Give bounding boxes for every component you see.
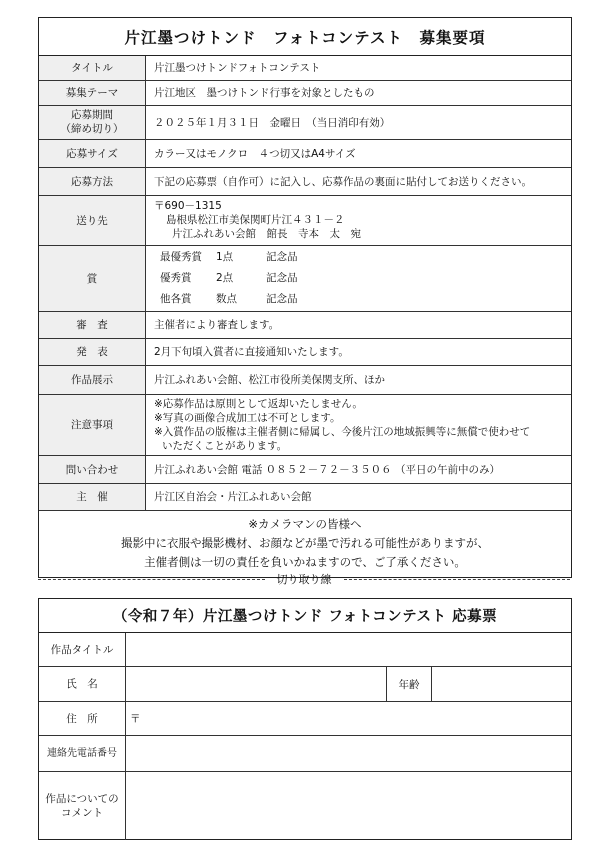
prize-reward: 記念品 — [266, 292, 298, 305]
prize-reward: 記念品 — [266, 271, 298, 284]
label-judging: 審 査 — [39, 311, 146, 338]
value-prizes — [146, 245, 572, 311]
prize-count: 2点 — [216, 271, 234, 284]
row-theme — [39, 80, 571, 105]
value-exhibition: 片江ふれあい会館、松江市役所美保関支所、ほか — [146, 365, 572, 394]
label-announcement: 発 表 — [39, 338, 146, 365]
address-line: 島根県松江市美保関町片江４３１－２ — [166, 214, 345, 226]
notice-line: 主催者側は一切の責任を負いかねますので、ご了承ください。 — [144, 554, 466, 569]
notice-heading: ※カメラマンの皆様へ — [248, 516, 362, 531]
row-prizes — [39, 245, 571, 311]
phone-label: 連絡先電話番号 — [39, 736, 126, 771]
work-title-field[interactable] — [126, 633, 571, 666]
label-method: 応募方法 — [39, 167, 146, 195]
age-label: 年齢 — [386, 667, 432, 701]
address-field[interactable] — [126, 702, 571, 735]
value-announcement: 2月下旬頃入賞者に直接通知いたします。 — [146, 338, 572, 365]
label-period-line2: （締め切り） — [60, 123, 124, 135]
value-title: 片江墨つけトンドフォトコンテスト — [146, 56, 572, 80]
name-field[interactable] — [126, 667, 386, 701]
note-line: ※入賞作品の版権は主催者側に帰属し、今後片江の地域振興等に無償で使わせて — [154, 425, 531, 438]
value-method: 下記の応募票（自作可）に記入し、応募作品の裏面に貼付してお送りください。 — [146, 167, 572, 195]
form-row-phone — [39, 736, 571, 772]
notice-line: 撮影中に衣服や撮影機材、お顔などが墨で汚れる可能性がありますが、 — [121, 535, 489, 550]
work-title-label: 作品タイトル — [39, 633, 126, 666]
row-notes — [39, 394, 571, 455]
row-announcement — [39, 338, 571, 365]
address-label: 住 所 — [39, 702, 126, 735]
guidelines-table — [39, 56, 571, 511]
prize-line — [160, 268, 563, 289]
entry-form-title: （令和７年）片江墨つけトンド フォトコンテスト 応募票 — [39, 599, 571, 633]
row-judging — [39, 311, 571, 338]
value-judging: 主催者により審査します。 — [146, 311, 572, 338]
form-row-comment — [39, 772, 571, 840]
cut-line-label: 切り取り線 — [276, 573, 332, 586]
row-method — [39, 167, 571, 195]
postal-code: 〒690－1315 — [154, 200, 222, 212]
row-period — [39, 105, 571, 139]
row-exhibition — [39, 365, 571, 394]
photographer-notice — [39, 511, 571, 577]
prize-count: 1点 — [216, 250, 234, 263]
prize-name: 優秀賞 — [160, 271, 192, 284]
comment-label-line1: 作品についての — [45, 793, 119, 805]
note-line: いただくことがあります。 — [162, 439, 288, 452]
prize-count: 数点 — [216, 292, 237, 305]
row-contact — [39, 455, 571, 483]
note-line: ※応募作品は原則として返却いたしません。 — [154, 397, 363, 410]
phone-field[interactable] — [126, 736, 571, 771]
value-size: カラー又はモノクロ ４つ切又はA4サイズ — [146, 139, 572, 167]
value-organizer: 片江区自治会・片江ふれあい会館 — [146, 483, 572, 510]
prize-reward: 記念品 — [266, 250, 298, 263]
value-contact: 片江ふれあい会館 電話 ０８５２－７２－３５０６ （平日の午前中のみ） — [146, 455, 572, 483]
note-line: ※写真の画像合成加工は不可とします。 — [154, 411, 341, 424]
entry-form — [38, 598, 572, 840]
guidelines-sheet — [38, 17, 572, 578]
label-notes: 注意事項 — [39, 394, 146, 455]
cut-line — [38, 572, 570, 586]
row-title — [39, 56, 571, 80]
prize-line — [160, 247, 563, 268]
postal-mark: 〒 — [130, 713, 141, 725]
prize-name: 他各賞 — [160, 292, 192, 305]
label-prizes: 賞 — [39, 245, 146, 311]
form-row-address — [39, 702, 571, 736]
guidelines-title: 片江墨つけトンド フォトコンテスト 募集要項 — [39, 18, 571, 56]
cut-dash-left — [38, 579, 265, 580]
label-exhibition: 作品展示 — [39, 365, 146, 394]
value-notes — [146, 394, 572, 455]
form-row-work-title — [39, 633, 571, 667]
cut-dash-right — [344, 579, 571, 580]
comment-field[interactable] — [126, 772, 571, 840]
comment-label-line2: コメント — [60, 807, 103, 819]
recipient-line: 片江ふれあい会館 館長 寺本 太 宛 — [172, 228, 361, 240]
label-period-line1: 応募期間 — [71, 109, 113, 121]
prize-name: 最優秀賞 — [160, 250, 202, 263]
row-size — [39, 139, 571, 167]
comment-label — [39, 772, 126, 840]
label-period — [39, 105, 146, 139]
row-address — [39, 195, 571, 245]
value-period: ２０２５年１月３１日 金曜日 （当日消印有効） — [146, 105, 572, 139]
name-label: 氏 名 — [39, 667, 126, 701]
age-field[interactable] — [432, 667, 571, 701]
label-address: 送り先 — [39, 195, 146, 245]
form-row-name — [39, 667, 571, 702]
label-size: 応募サイズ — [39, 139, 146, 167]
value-address — [146, 195, 572, 245]
label-contact: 問い合わせ — [39, 455, 146, 483]
value-theme: 片江地区 墨つけトンド行事を対象としたもの — [146, 80, 572, 105]
label-theme: 募集テーマ — [39, 80, 146, 105]
label-organizer: 主 催 — [39, 483, 146, 510]
prize-line — [160, 289, 563, 310]
row-organizer — [39, 483, 571, 510]
label-title: タイトル — [39, 56, 146, 80]
